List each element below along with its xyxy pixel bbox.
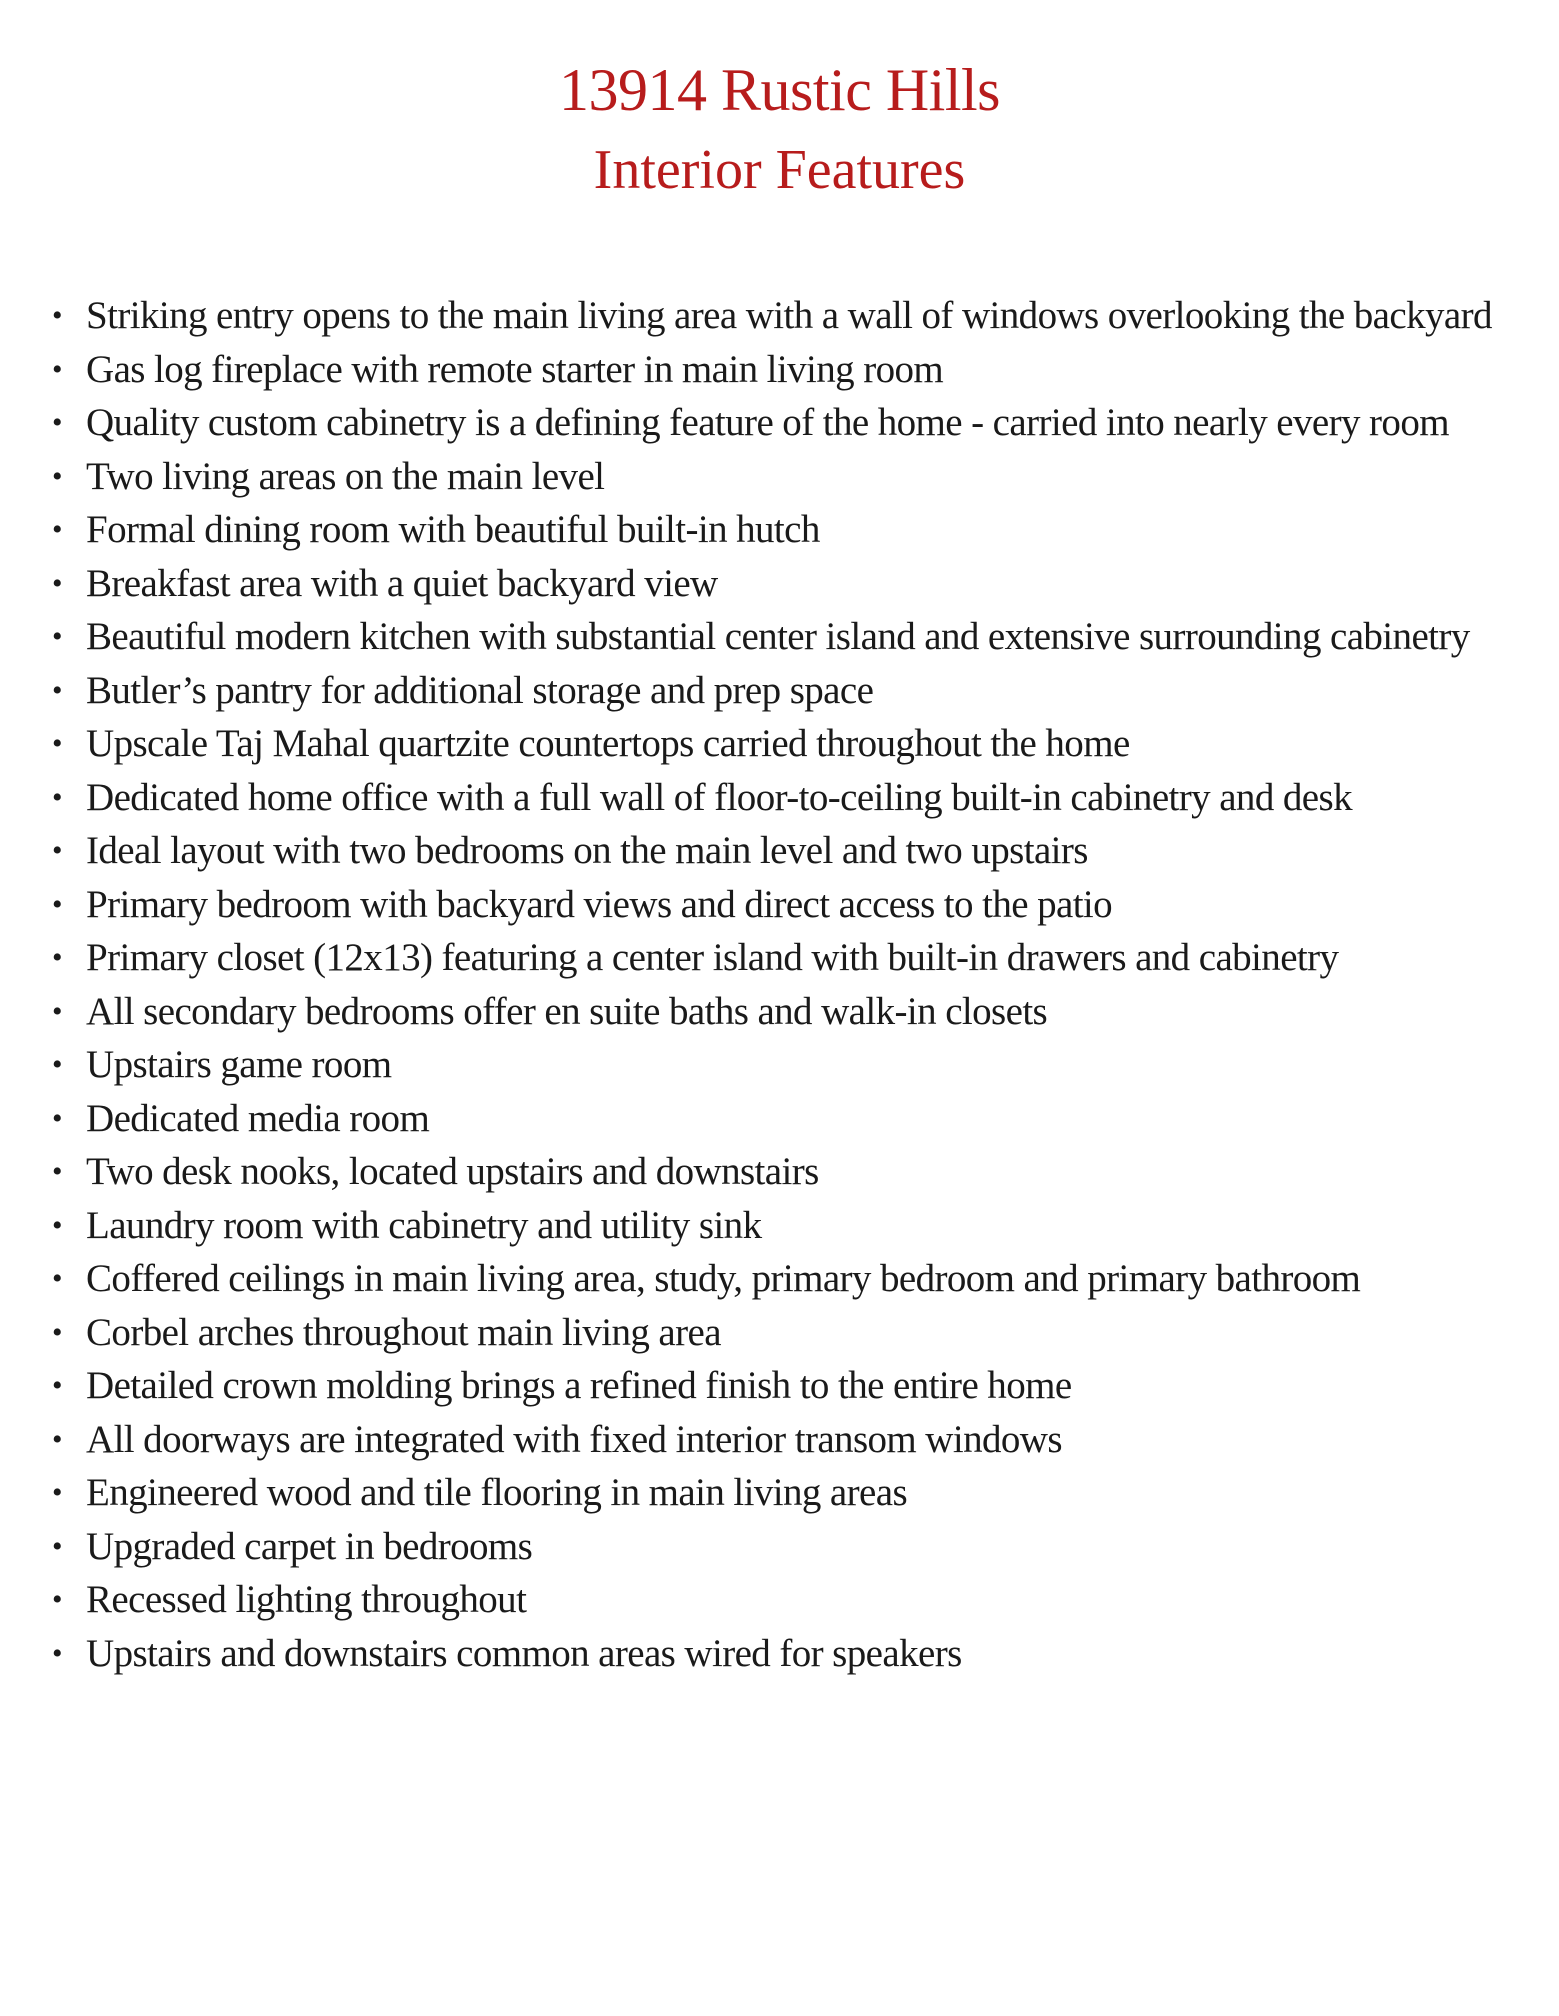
page-subtitle: Interior Features — [593, 139, 966, 201]
feature-text: Recessed lighting throughout — [86, 1578, 527, 1621]
bullet-icon: • — [52, 566, 62, 600]
list-item — [42, 1038, 1522, 1092]
feature-text: Upstairs game room — [86, 1043, 392, 1086]
feature-text: All secondary bedrooms offer en suite baths and walk-in closets — [86, 989, 1048, 1033]
feature-text: Butler’s pantry for additional storage and prep space — [86, 668, 874, 712]
list-item — [42, 396, 1522, 450]
list-item — [42, 1413, 1522, 1467]
list-item — [42, 1306, 1522, 1360]
list-item — [42, 664, 1522, 718]
bullet-icon: • — [52, 727, 62, 760]
feature-text: Dedicated media room — [86, 1096, 430, 1140]
feature-text: Engineered wood and tile flooring in main living areas — [86, 1471, 908, 1514]
feature-text: Laundry room with cabinetry and utility sink — [86, 1203, 762, 1247]
bullet-icon: • — [52, 406, 62, 439]
bullet-icon: • — [52, 513, 62, 546]
title-block — [0, 50, 1559, 210]
feature-text: Ideal layout with two bedrooms on the main level and two upstairs — [86, 829, 1088, 872]
feature-text: Corbel arches throughout main living area — [86, 1310, 721, 1354]
bullet-icon: • — [52, 1315, 62, 1349]
list-item — [42, 557, 1522, 611]
list-item — [42, 1520, 1522, 1574]
bullet-icon: • — [52, 1422, 62, 1456]
list-item — [42, 610, 1522, 664]
feature-text: Coffered ceilings in main living area, study, primary bedroom and primary bathroom — [86, 1257, 1361, 1300]
list-item — [42, 1573, 1522, 1627]
bullet-icon: • — [52, 780, 62, 814]
bullet-icon: • — [52, 941, 62, 974]
bullet-icon: • — [52, 1101, 62, 1135]
bullet-icon: • — [52, 1476, 62, 1509]
feature-text: Striking entry opens to the main living area with a wall of windows overlooking the backyard — [86, 294, 1492, 337]
list-item — [42, 878, 1522, 932]
feature-text: Breakfast area with a quiet backyard view — [86, 561, 718, 605]
list-item — [42, 289, 1522, 343]
list-item — [42, 343, 1522, 397]
bullet-icon: • — [52, 887, 62, 921]
feature-text: Primary closet (12x13) featuring a center island with built-in drawers and cabinetry — [86, 936, 1339, 979]
list-item — [42, 985, 1522, 1039]
bullet-icon: • — [52, 1208, 62, 1242]
list-item — [42, 717, 1522, 771]
bullet-icon: • — [52, 299, 62, 332]
list-item — [42, 1466, 1522, 1520]
bullet-icon: • — [52, 1529, 62, 1563]
list-item — [42, 824, 1522, 878]
feature-text: Beautiful modern kitchen with substantial center island and extensive surrounding cabinetry — [86, 615, 1470, 658]
list-item — [42, 931, 1522, 985]
bullet-icon: • — [52, 994, 62, 1028]
list-item — [42, 1092, 1522, 1146]
feature-text: Upstairs and downstairs common areas wired for speakers — [86, 1631, 962, 1675]
bullet-icon: • — [52, 1262, 62, 1295]
feature-text: Primary bedroom with backyard views and direct access to the patio — [86, 882, 1113, 926]
page-title: 13914 Rustic Hills — [558, 57, 1001, 123]
feature-text: Formal dining room with beautiful built-in hutch — [86, 508, 820, 551]
bullet-icon: • — [52, 1048, 62, 1081]
list-item — [42, 1252, 1522, 1306]
bullet-icon: • — [52, 673, 62, 707]
bullet-icon: • — [52, 1636, 62, 1670]
list-item — [42, 1359, 1522, 1413]
features-list — [42, 289, 1522, 1680]
feature-text: Upgraded carpet in bedrooms — [86, 1524, 533, 1568]
list-item — [42, 450, 1522, 504]
feature-text: Dedicated home office with a full wall of floor-to-ceiling built-in cabinetry and desk — [86, 775, 1352, 819]
bullet-icon: • — [52, 1155, 62, 1188]
feature-text: Quality custom cabinetry is a defining feature of the home - carried into nearly every room — [86, 401, 1449, 444]
list-item — [42, 771, 1522, 825]
feature-text: Detailed crown molding brings a refined finish to the entire home — [86, 1364, 1072, 1407]
list-item — [42, 503, 1522, 557]
bullet-icon: • — [52, 352, 62, 386]
feature-text: Two living areas on the main level — [86, 454, 605, 498]
bullet-icon: • — [52, 1369, 62, 1402]
feature-text: All doorways are integrated with fixed interior transom windows — [86, 1417, 1062, 1461]
list-item — [42, 1627, 1522, 1681]
feature-text: Upscale Taj Mahal quartzite countertops carried throughout the home — [86, 722, 1130, 765]
list-item — [42, 1145, 1522, 1199]
bullet-icon: • — [52, 1583, 62, 1616]
feature-text: Two desk nooks, located upstairs and downstairs — [86, 1150, 819, 1193]
list-item — [42, 1199, 1522, 1253]
bullet-icon: • — [52, 834, 62, 867]
feature-text: Gas log fireplace with remote starter in main living room — [86, 347, 944, 391]
bullet-icon: • — [52, 459, 62, 493]
bullet-icon: • — [52, 620, 62, 653]
